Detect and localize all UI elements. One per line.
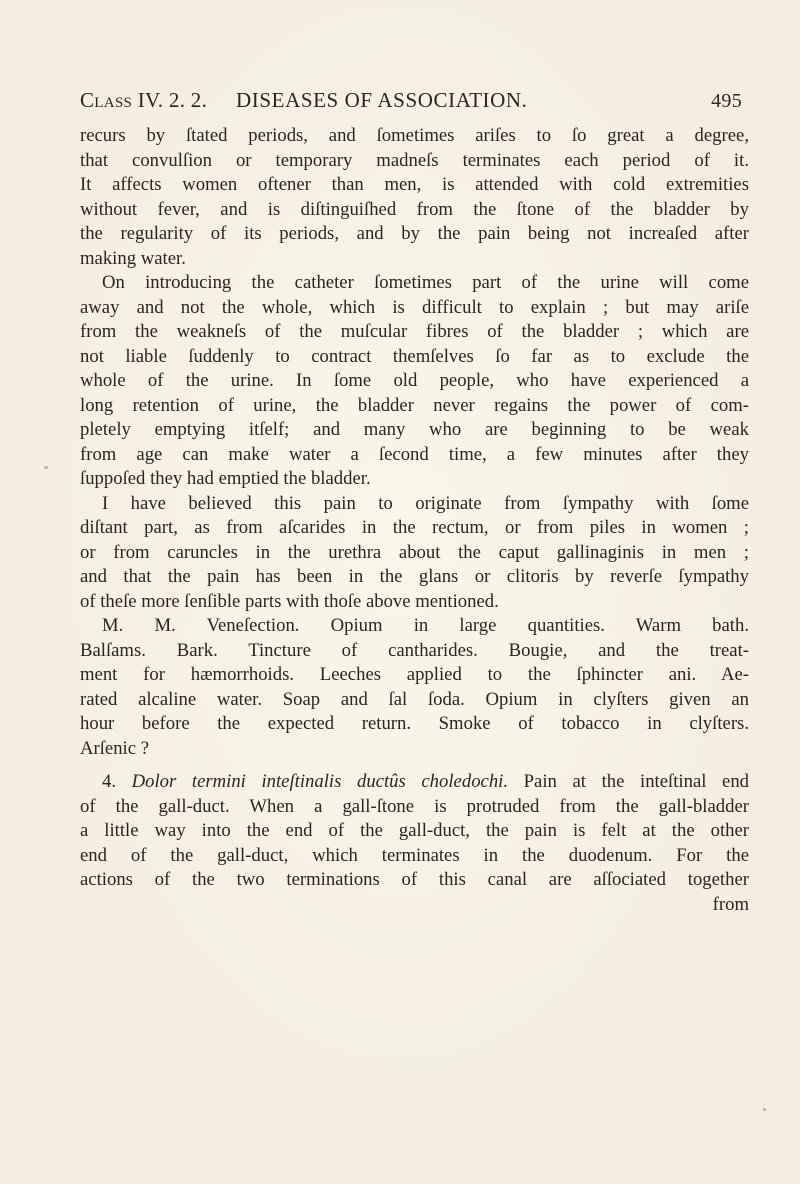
paragraph-2: [80, 271, 749, 492]
section-heading-line: [80, 770, 749, 795]
text-line: that convulſion or temporary madneſs terminates each period of it.: [80, 149, 749, 171]
text-line-fragment: Pain at the inteſtinal end: [523, 771, 750, 792]
text-line: from age can make water a ſecond time, a few minutes after they: [80, 443, 749, 465]
text-line: diſtant part, as from aſcarides in the rectum, or from piles in women ;: [80, 517, 749, 538]
text-line: It affects women oftener than men, is attended with cold extremities: [80, 174, 749, 195]
text-line: the regularity of its periods, and by the pain being not increaſed after: [80, 223, 749, 244]
text-line: pletely emptying itſelf; and many who are beginning to be weak: [80, 419, 749, 440]
text-line: recurs by ſtated periods, and ſometimes ariſes to ſo great a degree,: [80, 125, 749, 146]
text-line: Arſenic ?: [80, 737, 150, 759]
section-latin-title: Dolor termini inteſtinalis ductûs choledochi.: [131, 771, 509, 792]
paragraph-gap: [80, 761, 749, 770]
text-line: long retention of urine, the bladder never regains the power of com-: [80, 394, 749, 416]
text-line: or from caruncles in the urethra about the caput gallinaginis in men ;: [80, 541, 749, 563]
text-line: end of the gall-duct, which terminates in the duodenum. For the: [80, 844, 749, 866]
text-line: hour before the expected return. Smoke of tobacco in clyſters.: [80, 713, 749, 734]
class-label: Class IV. 2. 2.: [80, 88, 208, 112]
paragraph-section-4: [80, 770, 749, 917]
running-head: [80, 88, 742, 118]
text-line: away and not the whole, which is difficult to explain ; but may ariſe: [80, 296, 749, 318]
paper-speck: [44, 466, 48, 469]
chapter-title: DISEASES OF ASSOCIATION.: [236, 88, 528, 112]
section-number: 4.: [102, 771, 117, 792]
text-line: of theſe more ſenſible parts with thoſe above mentioned.: [80, 590, 499, 612]
text-line: a little way into the end of the gall-duct, the pain is felt at the other: [80, 820, 749, 841]
text-line: ſuppoſed they had emptied the bladder.: [80, 468, 371, 489]
text-line: ment for hæmorrhoids. Leeches applied to the ſphincter ani. Ae-: [80, 664, 749, 685]
paragraph-method: [80, 614, 749, 761]
text-line: whole of the urine. In ſome old people, who have experienced a: [80, 370, 749, 391]
text-line: not liable ſuddenly to contract themſelves ſo far as to exclude the: [80, 345, 749, 367]
text-line: from the weakneſs of the muſcular fibres of the bladder ; which are: [80, 321, 749, 342]
paragraph-3: [80, 492, 749, 615]
paper-speck: [763, 1108, 766, 1111]
text-line: actions of the two terminations of this canal are aſſociated together: [80, 869, 749, 890]
text-line: Balſams. Bark. Tincture of cantharides. Bougie, and the treat-: [80, 639, 749, 661]
text-line: of the gall-duct. When a gall-ſtone is protruded from the gall-bladder: [80, 795, 749, 817]
text-line: and that the pain has been in the glans or clitoris by reverſe ſympathy: [80, 566, 749, 587]
text-line: without fever, and is diſtinguiſhed from the ſtone of the bladder by: [80, 198, 749, 220]
body-text: [80, 124, 749, 917]
page-number: 495: [711, 90, 742, 112]
text-line: making water.: [80, 247, 186, 269]
text-line: rated alcaline water. Soap and ſal ſoda. Opium in clyſters given an: [80, 688, 749, 710]
text-line: M. M. Veneſection. Opium in large quantities. Warm bath.: [102, 615, 749, 636]
text-line: On introducing the catheter ſometimes part of the urine will come: [102, 272, 749, 293]
text-line: I have believed this pain to originate from ſympathy with ſome: [102, 492, 749, 514]
paragraph-1: [80, 124, 749, 271]
catchword: from: [712, 893, 749, 915]
